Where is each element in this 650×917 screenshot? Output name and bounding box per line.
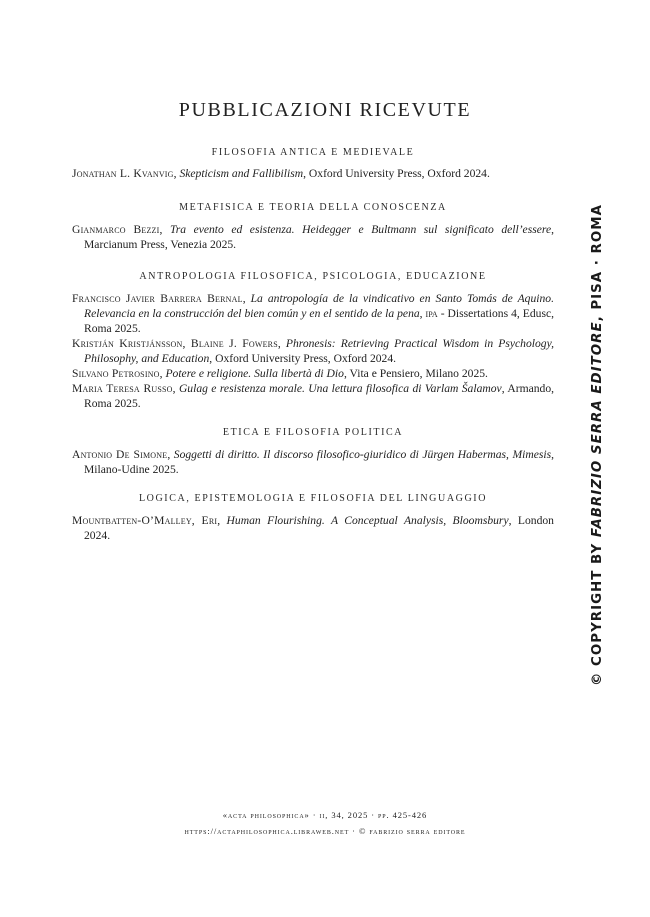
entry-title: Skepticism and Fallibilism	[179, 167, 304, 180]
bibliography-entry	[72, 381, 554, 411]
entry-publisher: , Oxford University Press, Oxford 2024.	[209, 352, 397, 365]
entry-title: Human Flourishing. A Conceptual Analysis, Bloomsbury	[226, 514, 509, 527]
bibliography-entry	[72, 336, 554, 366]
page-title: PUBBLICAZIONI RICEVUTE	[178, 99, 472, 121]
section-metaphysics	[72, 200, 554, 252]
entry-separator: ,	[159, 367, 166, 380]
bibliography-entry	[72, 513, 554, 543]
entry-separator: ,	[159, 223, 170, 236]
copyright-prefix: © COPYRIGHT BY	[590, 537, 605, 686]
entry-publisher: - Dissertations 4, Edusc, Roma 2025.	[84, 307, 554, 335]
entry-publisher: , Marcianum Press, Venezia 2025.	[84, 223, 555, 251]
entry-publisher: , Vita e Pensiero, Milano 2025.	[343, 367, 488, 380]
entry-title: Tra evento ed esistenza. Heidegger e Bultmann sul significato dell’essere	[169, 223, 552, 236]
bibliography-entry	[72, 366, 554, 381]
entry-title: Gulag e resistenza morale. Una lettura filosofica di Varlam Šalamov	[178, 382, 502, 395]
entry-title: Potere e religione. Sulla libertà di Dio	[165, 367, 344, 380]
entry-separator: ,	[277, 337, 286, 350]
footer-citation: «acta philosophica» · ii, 34, 2025 · pp. 425-426	[222, 810, 428, 820]
section-heading: ANTROPOLOGIA FILOSOFICA, PSICOLOGIA, EDUCAZIONE	[139, 271, 487, 282]
bibliography-entry	[72, 222, 554, 252]
footer-url: https://actaphilosophica.libraweb.net · © fabrizio serra editore	[184, 826, 466, 836]
section-ancient-medieval	[72, 145, 554, 181]
bibliography-entry	[72, 447, 554, 477]
entry-separator: ,	[172, 382, 179, 395]
entry-author: Kristján Kristjánsson, Blaine J. Fowers	[72, 337, 278, 350]
section-heading: ETICA E FILOSOFIA POLITICA	[222, 427, 404, 438]
entry-author: Silvano Petrosino	[72, 367, 160, 380]
bibliography-entry	[72, 166, 554, 181]
entry-publisher: , Milano-Udine 2025.	[84, 448, 555, 476]
entry-title: La antropología de la vindicativo en Santo Tomás de Aquino. Relevancia en la construcción del bien común y en el sentido de la pena	[84, 292, 554, 320]
section-ethics-politics	[72, 425, 554, 477]
entry-author: Jonathan L. Kvanvig	[72, 167, 174, 180]
section-heading: FILOSOFIA ANTICA E MEDIEVALE	[211, 147, 415, 158]
entry-publisher: , London 2024.	[84, 514, 554, 542]
section-anthropology	[72, 269, 554, 411]
copyright-sidebar	[590, 204, 605, 686]
entry-series: , ipa	[419, 307, 438, 320]
entry-publisher: , Armando, Roma 2025.	[84, 382, 555, 410]
section-heading: LOGICA, EPISTEMOLOGIA E FILOSOFIA DEL LINGUAGGIO	[138, 493, 488, 504]
entry-author: Francisco Javier Barrera Bernal	[72, 292, 243, 305]
entry-separator: ,	[217, 514, 227, 527]
section-logic-language	[72, 491, 554, 543]
entry-title: Phronesis: Retrieving Practical Wisdom in Psychology, Philosophy, and Education	[84, 337, 554, 365]
entry-title: Soggetti di diritto. Il discorso filosofico-giuridico di Jürgen Habermas, Mimesis	[173, 448, 552, 461]
publisher-location: , PISA · ROMA	[590, 204, 605, 322]
entry-separator: ,	[167, 448, 174, 461]
section-heading: METAFISICA E TEORIA DELLA CONOSCENZA	[179, 202, 447, 213]
entry-separator: ,	[242, 292, 251, 305]
entry-author: Mountbatten-O’Malley, Eri	[72, 514, 218, 527]
bibliography-entry	[72, 291, 554, 336]
entry-author: Antonio De Simone	[72, 448, 168, 461]
entry-publisher: , Oxford University Press, Oxford 2024.	[303, 167, 490, 180]
entry-author: Maria Teresa Russo	[72, 382, 173, 395]
entry-author: Gianmarco Bezzi	[72, 223, 160, 236]
publisher-name: FABRIZIO SERRA EDITORE	[590, 321, 605, 538]
entry-separator: ,	[173, 167, 180, 180]
